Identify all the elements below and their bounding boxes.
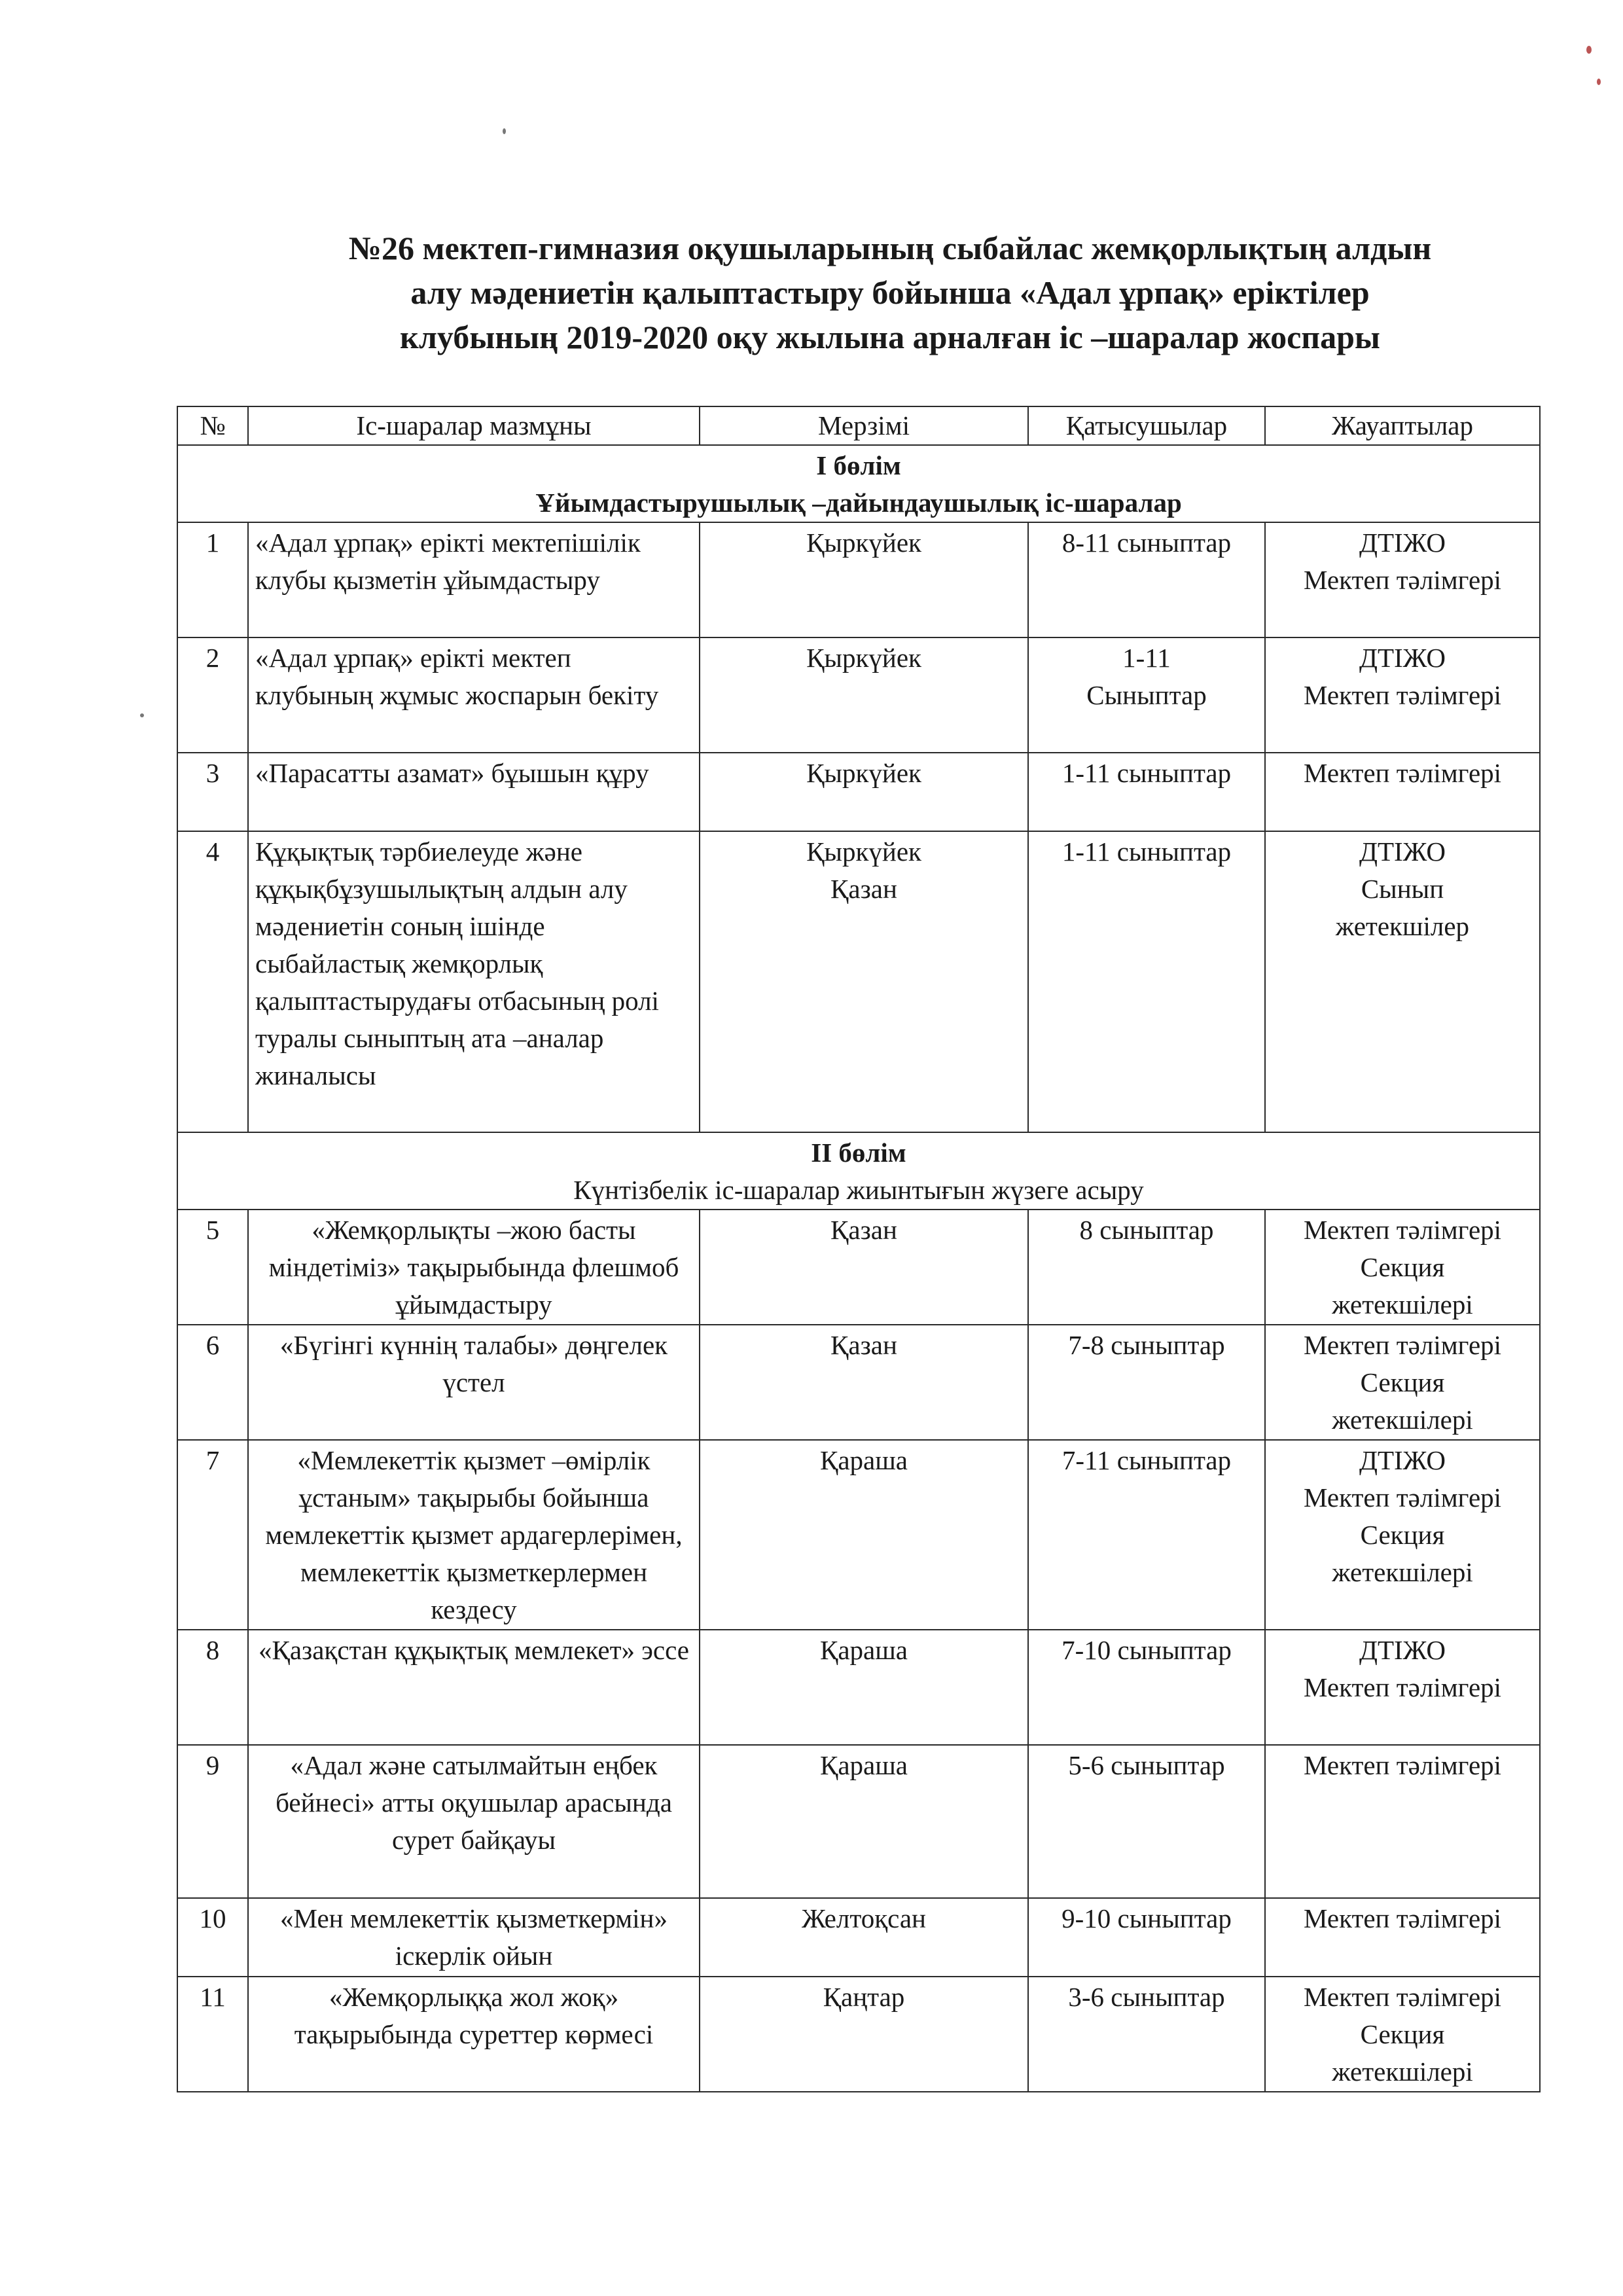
title-line: клубының 2019-2020 оқу жылына арналған іс –шаралар жоспары: [400, 319, 1380, 355]
period-cell: Қазан: [700, 1325, 1028, 1440]
table-row: [177, 1977, 1540, 2092]
activity-content-cell: «Парасатты азамат» бұышын құру: [248, 753, 700, 831]
section-number: ІІ бөлім: [811, 1138, 906, 1168]
row-number-cell: 5: [177, 1210, 248, 1325]
header-number: №: [177, 406, 248, 445]
activity-content-cell: «Жемқорлыққа жол жоқ» тақырыбында суреттер көрмесі: [248, 1977, 700, 2092]
row-number-cell: 4: [177, 831, 248, 1132]
activity-content-cell: «Қазақстан құқықтық мемлекет» эссе: [248, 1630, 700, 1745]
activity-content-cell: «Жемқорлықты –жою басты міндетіміз» тақырыбында флешмоб ұйымдастыру: [248, 1210, 700, 1325]
period-cell: Қыркүйек: [700, 637, 1028, 753]
activity-content-cell: «Мен мемлекеттік қызметкермін» іскерлік ойын: [248, 1898, 700, 1977]
responsible-cell: Мектеп тәлімгері: [1265, 1898, 1540, 1977]
document-title: [249, 226, 1531, 359]
section-title: Ұйымдастырушылық –дайындаушылық іс-шаралар: [535, 488, 1182, 518]
period-cell: Қараша: [700, 1745, 1028, 1898]
participants-cell: 8 сыныптар: [1028, 1210, 1265, 1325]
row-number-cell: 10: [177, 1898, 248, 1977]
table-header-row: [177, 406, 1540, 445]
participants-cell: 7-8 сыныптар: [1028, 1325, 1265, 1440]
section-number: І бөлім: [816, 450, 901, 480]
participants-cell: 1-11 сыныптар: [1028, 831, 1265, 1132]
participants-cell: 9-10 сыныптар: [1028, 1898, 1265, 1977]
header-responsible: Жауаптылар: [1265, 406, 1540, 445]
table-row: [177, 522, 1540, 637]
period-cell: Қараша: [700, 1630, 1028, 1745]
participants-cell: 8-11 сыныптар: [1028, 522, 1265, 637]
header-content: Іс-шаралар мазмұны: [248, 406, 700, 445]
scan-speck: [1586, 46, 1592, 54]
period-cell: Қыркүйек Қазан: [700, 831, 1028, 1132]
responsible-cell: Мектеп тәлімгері: [1265, 753, 1540, 831]
activity-content-cell: «Бүгінгі күннің талабы» дөңгелек үстел: [248, 1325, 700, 1440]
responsible-cell: ДТІЖО Мектеп тәлімгері: [1265, 1630, 1540, 1745]
title-line: №26 мектеп-гимназия оқушыларының сыбайлас жемқорлықтың алдын: [348, 230, 1432, 266]
row-number-cell: 9: [177, 1745, 248, 1898]
row-number-cell: 3: [177, 753, 248, 831]
period-cell: Желтоқсан: [700, 1898, 1028, 1977]
scan-speck: [503, 128, 506, 134]
responsible-cell: Мектеп тәлімгері: [1265, 1745, 1540, 1898]
activity-content-cell: «Адал ұрпақ» ерікті мектепішілік клубы қызметін ұйымдастыру: [248, 522, 700, 637]
responsible-cell: ДТІЖО Мектеп тәлімгері: [1265, 522, 1540, 637]
participants-cell: 7-11 сыныптар: [1028, 1440, 1265, 1630]
row-number-cell: 6: [177, 1325, 248, 1440]
responsible-cell: ДТІЖО Мектеп тәлімгері: [1265, 637, 1540, 753]
title-line: алу мәдениетін қалыптастыру бойынша «Адал ұрпақ» еріктілер: [410, 274, 1370, 311]
row-number-cell: 1: [177, 522, 248, 637]
scan-speck: [1597, 79, 1601, 85]
section-title: Күнтізбелік іс-шаралар жиынтығын жүзеге асыру: [573, 1175, 1144, 1205]
row-number-cell: 8: [177, 1630, 248, 1745]
period-cell: Қараша: [700, 1440, 1028, 1630]
participants-cell: 3-6 сыныптар: [1028, 1977, 1265, 2092]
header-period: Мерзімі: [700, 406, 1028, 445]
row-number-cell: 11: [177, 1977, 248, 2092]
section-row: [177, 1132, 1540, 1210]
activity-plan-table: [177, 406, 1541, 2092]
section-row: [177, 445, 1540, 522]
table-row: [177, 831, 1540, 1132]
row-number-cell: 7: [177, 1440, 248, 1630]
activity-content-cell: «Мемлекеттік қызмет –өмірлік ұстаным» тақырыбы бойынша мемлекеттік қызмет ардагерлерімен, мемлекеттік қызметкерлермен кездесу: [248, 1440, 700, 1630]
responsible-cell: Мектеп тәлімгері Секция жетекшілері: [1265, 1325, 1540, 1440]
table-row: [177, 1745, 1540, 1898]
table-body: [177, 445, 1540, 2092]
participants-cell: 1-11 сыныптар: [1028, 753, 1265, 831]
participants-cell: 7-10 сыныптар: [1028, 1630, 1265, 1745]
table-row: [177, 1898, 1540, 1977]
period-cell: Қазан: [700, 1210, 1028, 1325]
header-participants: Қатысушылар: [1028, 406, 1265, 445]
responsible-cell: ДТІЖО Мектеп тәлімгері Секция жетекшілері: [1265, 1440, 1540, 1630]
section-cell: [177, 1132, 1540, 1210]
table-row: [177, 753, 1540, 831]
participants-cell: 5-6 сыныптар: [1028, 1745, 1265, 1898]
responsible-cell: ДТІЖО Сынып жетекшілер: [1265, 831, 1540, 1132]
table-row: [177, 1325, 1540, 1440]
activity-content-cell: «Адал және сатылмайтын еңбек бейнесі» атты оқушылар арасында сурет байқауы: [248, 1745, 700, 1898]
table-row: [177, 1630, 1540, 1745]
responsible-cell: Мектеп тәлімгері Секция жетекшілері: [1265, 1210, 1540, 1325]
table-row: [177, 1440, 1540, 1630]
period-cell: Қаңтар: [700, 1977, 1028, 2092]
responsible-cell: Мектеп тәлімгері Секция жетекшілері: [1265, 1977, 1540, 2092]
section-cell: [177, 445, 1540, 522]
row-number-cell: 2: [177, 637, 248, 753]
activity-content-cell: Құқықтық тәрбиелеуде және құқықбұзушылықтың алдын алу мәдениетін соның ішінде сыбайластық жемқорлық қалыптастырудағы отбасының ролі туралы сыныптың ата –аналар жиналысы: [248, 831, 700, 1132]
participants-cell: 1-11 Сыныптар: [1028, 637, 1265, 753]
scan-speck: [140, 713, 144, 717]
period-cell: Қыркүйек: [700, 522, 1028, 637]
table-row: [177, 1210, 1540, 1325]
activity-content-cell: «Адал ұрпақ» ерікті мектеп клубының жұмыс жоспарын бекіту: [248, 637, 700, 753]
table-row: [177, 637, 1540, 753]
period-cell: Қыркүйек: [700, 753, 1028, 831]
